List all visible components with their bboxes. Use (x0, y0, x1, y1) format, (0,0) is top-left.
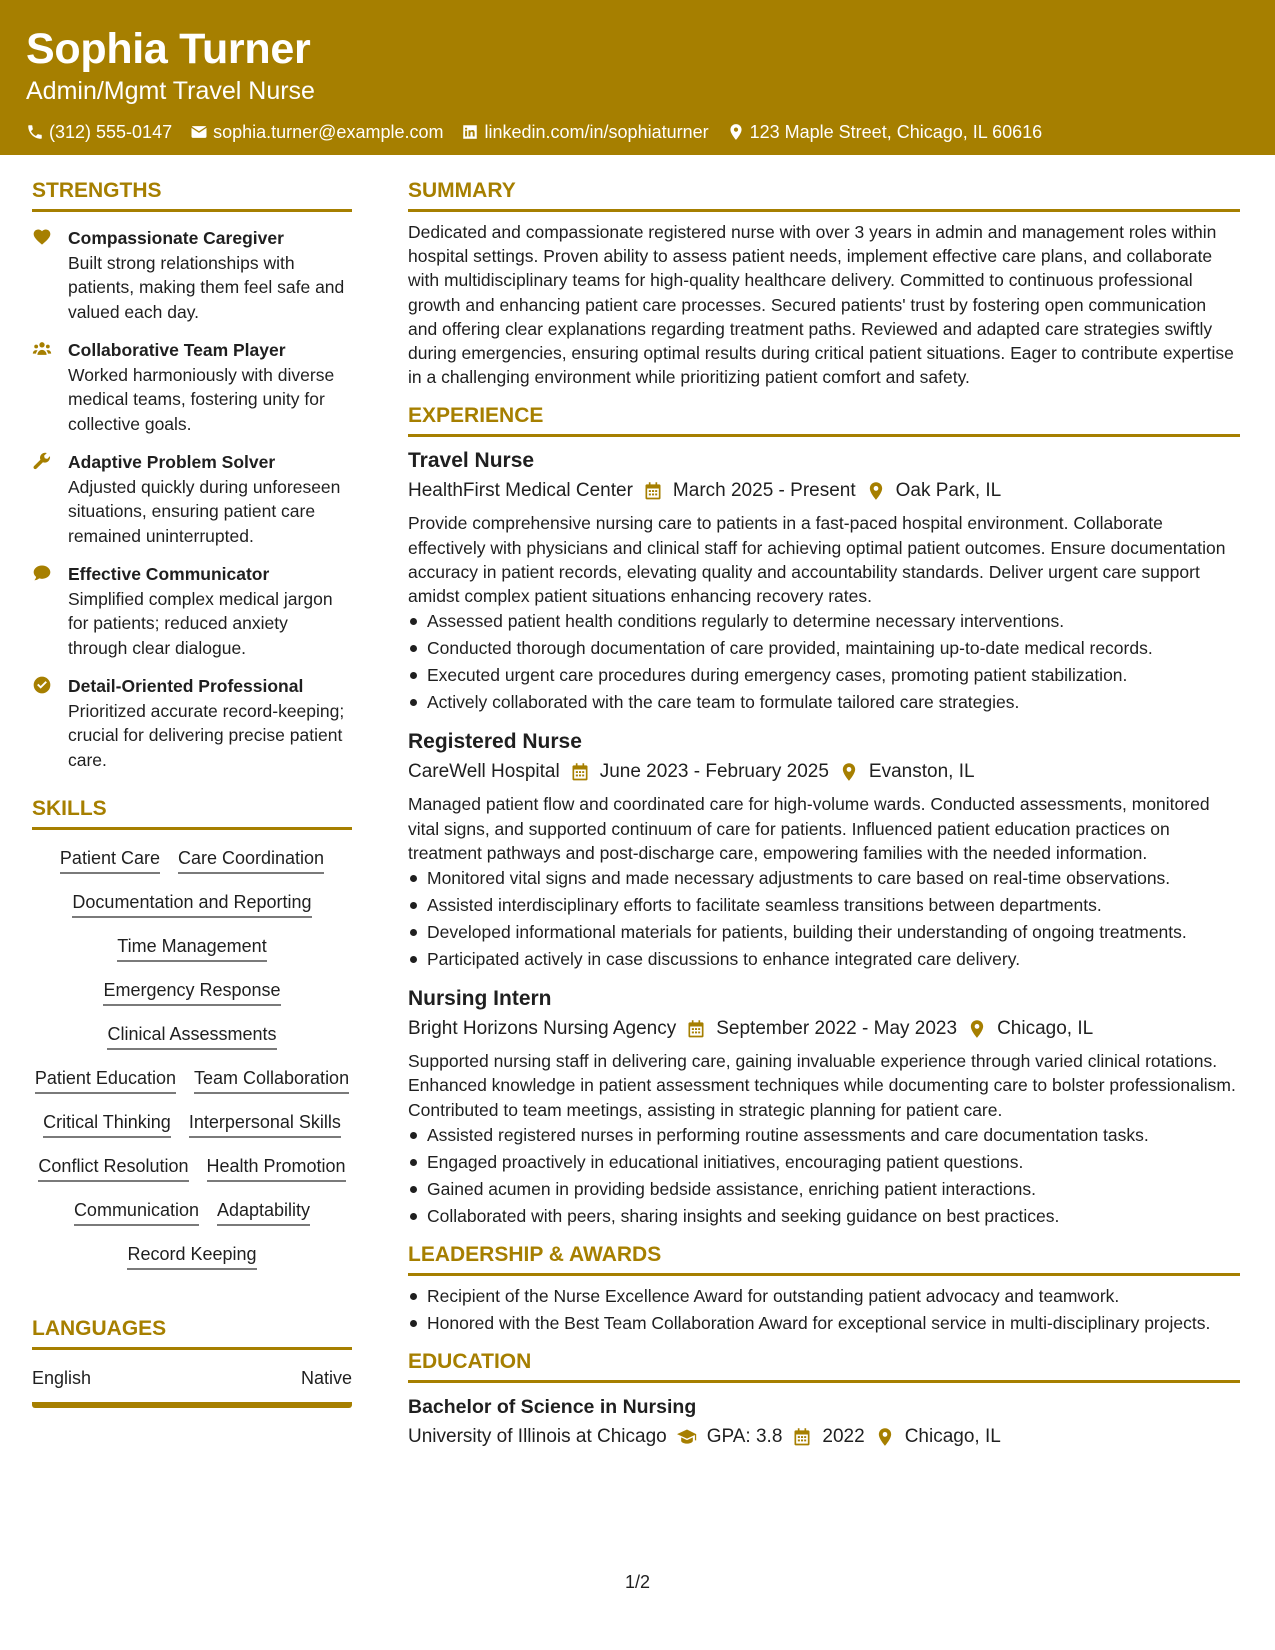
award-item: Honored with the Best Team Collaboration Award for exceptional service in multi-disciplinary projects. (408, 1311, 1240, 1335)
job-description: Managed patient flow and coordinated care for high-volume wards. Conducted assessments, monitored vital signs, and supported continuum of care for patients. Influenced patient education practices on treatment pathways and post-discharge care, empowering families with the needed information. (408, 794, 1210, 863)
strength-title: Collaborative Team Player (68, 340, 286, 360)
skill-tag: Time Management (117, 934, 266, 962)
strength-item (32, 338, 352, 436)
linkedin-icon (461, 123, 479, 141)
heart-icon (32, 227, 52, 247)
job-title: Travel Nurse (408, 449, 535, 473)
skill-tag: Patient Care (60, 846, 160, 874)
map-pin-icon (866, 481, 886, 501)
skill-tag: Health Promotion (207, 1154, 346, 1182)
awards-heading: LEADERSHIP & AWARDS (408, 1242, 1240, 1276)
bullet-item: Assessed patient health conditions regularly to determine necessary interventions. (408, 609, 1240, 633)
award-item: Recipient of the Nurse Excellence Award for outstanding patient advocacy and teamwork. (408, 1284, 1240, 1308)
job-entry (408, 985, 1240, 1228)
speech-bubble-icon (32, 563, 52, 583)
job-entry (408, 447, 1240, 714)
language-level: Native (300, 1368, 352, 1388)
skill-tag: Adaptability (217, 1198, 310, 1226)
job-title: Registered Nurse (408, 730, 582, 754)
skill-tag: Care Coordination (178, 846, 324, 874)
bullet-item: Participated actively in case discussions to enhance integrated care delivery. (408, 947, 1240, 971)
summary-text: Dedicated and compassionate registered nurse with over 3 years in admin and management roles within hospital settings. Proven ability to assess patient needs, implement effective care plans, and collaborate with multidisciplinary teams for high-quality healthcare delivery. Committed to continuous professional growth and enhancing patient care processes. Secured patients' trust by fostering open communication and offering clear explanations regarding treatment paths. Reviewed and adapted care strategies swiftly during emergencies, ensuring optimal results during critical patient situations. Eager to contribute expertise in a challenging environment while prioritizing patient comfort and safety. (408, 222, 1234, 388)
education-meta (408, 1424, 1240, 1450)
skill-tag: Emergency Response (103, 978, 280, 1006)
strength-title: Compassionate Caregiver (68, 228, 284, 248)
bullet-item: Assisted registered nurses in performing routine assessments and care documentation tasks. (408, 1123, 1240, 1147)
envelope-icon (190, 123, 208, 141)
strength-title: Effective Communicator (68, 564, 270, 584)
skill-tag: Team Collaboration (194, 1066, 349, 1094)
bullet-item: Conducted thorough documentation of care provided, maintaining up-to-date medical records. (408, 636, 1240, 660)
school-name: University of Illinois at Chicago (408, 1426, 667, 1448)
skill-tag: Conflict Resolution (38, 1154, 188, 1182)
phone-icon (26, 123, 44, 141)
job-bullets (408, 866, 1240, 971)
education-heading: EDUCATION (408, 1349, 1240, 1383)
strength-item (32, 450, 352, 548)
job-location: Oak Park, IL (895, 480, 1002, 502)
company-name: HealthFirst Medical Center (408, 480, 633, 502)
job-bullets (408, 1123, 1240, 1228)
awards-list (408, 1284, 1240, 1335)
gpa-text: GPA: 3.8 (706, 1426, 783, 1448)
skill-tag: Record Keeping (127, 1242, 256, 1270)
job-description: Supported nursing staff in delivering care, gaining invaluable experience through varied clinical rotations. Enhanced knowledge in patient assessment techniques while documenting care to bolster professionalism. Contributed to team meetings, assisting in strategic planning for patient care. (408, 1051, 1236, 1120)
job-dates: June 2023 - February 2025 (599, 761, 829, 783)
job-meta (408, 478, 1240, 504)
calendar-icon (792, 1427, 812, 1447)
bullet-item: Assisted interdisciplinary efforts to facilitate seamless transitions between departments. (408, 893, 1240, 917)
job-entry (408, 728, 1240, 971)
language-row (32, 1366, 352, 1408)
education-entry (408, 1393, 1240, 1450)
page-number: 1/2 (624, 1572, 651, 1592)
language-name: English (32, 1368, 92, 1388)
map-pin-icon (727, 123, 745, 141)
skill-tag: Patient Education (35, 1066, 176, 1094)
job-dates: March 2025 - Present (672, 480, 856, 502)
phone-text: (312) 555-0147 (49, 122, 173, 142)
strength-title: Adaptive Problem Solver (68, 452, 276, 472)
graduation-year: 2022 (822, 1426, 865, 1448)
strength-text: Worked harmoniously with diverse medical teams, fostering unity for collective goals. (68, 364, 335, 434)
contact-phone[interactable] (26, 121, 172, 143)
degree-title: Bachelor of Science in Nursing (408, 1396, 697, 1419)
job-location: Chicago, IL (997, 1018, 1094, 1040)
summary-heading: SUMMARY (408, 178, 1240, 212)
skill-tag: Documentation and Reporting (72, 890, 311, 918)
job-description: Provide comprehensive nursing care to patients in a fast-paced hospital environment. Collaborate effectively with physicians and clinical staff for achieving optimal patient outcomes. Ensure documentation accuracy in patient records, elevating quality and accountability standards. Deliver urgent care support amidst complex patient situations enhancing recovery rates. (408, 513, 1226, 607)
map-pin-icon (839, 762, 859, 782)
strengths-heading: STRENGTHS (32, 178, 352, 212)
resume-header (0, 0, 1275, 155)
calendar-icon (570, 762, 590, 782)
linkedin-text: linkedin.com/in/sophiaturner (484, 122, 709, 142)
contact-email[interactable] (190, 121, 443, 143)
bullet-item: Actively collaborated with the care team to formulate tailored care strategies. (408, 690, 1240, 714)
job-meta (408, 759, 1240, 785)
skill-tag: Interpersonal Skills (189, 1110, 341, 1138)
job-meta (408, 1016, 1240, 1042)
contact-address (727, 121, 1043, 143)
wrench-icon (32, 451, 52, 471)
right-column (408, 178, 1240, 1450)
education-location: Chicago, IL (904, 1426, 1001, 1448)
left-column (32, 178, 352, 1408)
job-dates: September 2022 - May 2023 (716, 1018, 958, 1040)
bullet-item: Collaborated with peers, sharing insights and seeking guidance on best practices. (408, 1204, 1240, 1228)
email-text: sophia.turner@example.com (213, 122, 444, 142)
job-location: Evanston, IL (868, 761, 975, 783)
company-name: CareWell Hospital (408, 761, 560, 783)
strength-item (32, 562, 352, 660)
graduation-cap-icon (677, 1427, 697, 1447)
address-text: 123 Maple Street, Chicago, IL 60616 (749, 122, 1043, 142)
job-bullets (408, 609, 1240, 714)
bullet-item: Executed urgent care procedures during emergency cases, promoting patient stabilization. (408, 663, 1240, 687)
candidate-title: Admin/Mgmt Travel Nurse (26, 77, 315, 105)
contact-linkedin[interactable] (461, 121, 708, 143)
skills-heading: SKILLS (32, 796, 352, 830)
job-title: Nursing Intern (408, 987, 552, 1011)
strength-text: Adjusted quickly during unforeseen situations, ensuring patient care remained uninterrupted. (68, 476, 341, 546)
skills-list (32, 846, 352, 1270)
check-circle-icon (32, 675, 52, 695)
strength-text: Prioritized accurate record-keeping; crucial for delivering precise patient care. (68, 700, 345, 770)
company-name: Bright Horizons Nursing Agency (408, 1018, 677, 1040)
contact-bar (26, 121, 1249, 143)
strength-item (32, 226, 352, 324)
calendar-icon (643, 481, 663, 501)
experience-heading: EXPERIENCE (408, 403, 1240, 437)
bullet-item: Developed informational materials for patients, building their understanding of ongoing treatments. (408, 920, 1240, 944)
bullet-item: Engaged proactively in educational initiatives, encouraging patient questions. (408, 1150, 1240, 1174)
strength-text: Built strong relationships with patients, making them feel safe and valued each day. (68, 252, 345, 322)
map-pin-icon (875, 1427, 895, 1447)
users-icon (32, 339, 52, 359)
candidate-name: Sophia Turner (26, 25, 311, 73)
map-pin-icon (967, 1019, 987, 1039)
bullet-item: Monitored vital signs and made necessary adjustments to care based on real-time observations. (408, 866, 1240, 890)
strength-item (32, 674, 352, 772)
skill-tag: Critical Thinking (43, 1110, 171, 1138)
skill-tag: Communication (74, 1198, 199, 1226)
calendar-icon (686, 1019, 706, 1039)
strength-text: Simplified complex medical jargon for patients; reduced anxiety through clear dialogue. (68, 588, 333, 658)
languages-heading: LANGUAGES (32, 1316, 352, 1350)
bullet-item: Gained acumen in providing bedside assistance, enriching patient interactions. (408, 1177, 1240, 1201)
strength-title: Detail-Oriented Professional (68, 676, 304, 696)
skill-tag: Clinical Assessments (107, 1022, 276, 1050)
